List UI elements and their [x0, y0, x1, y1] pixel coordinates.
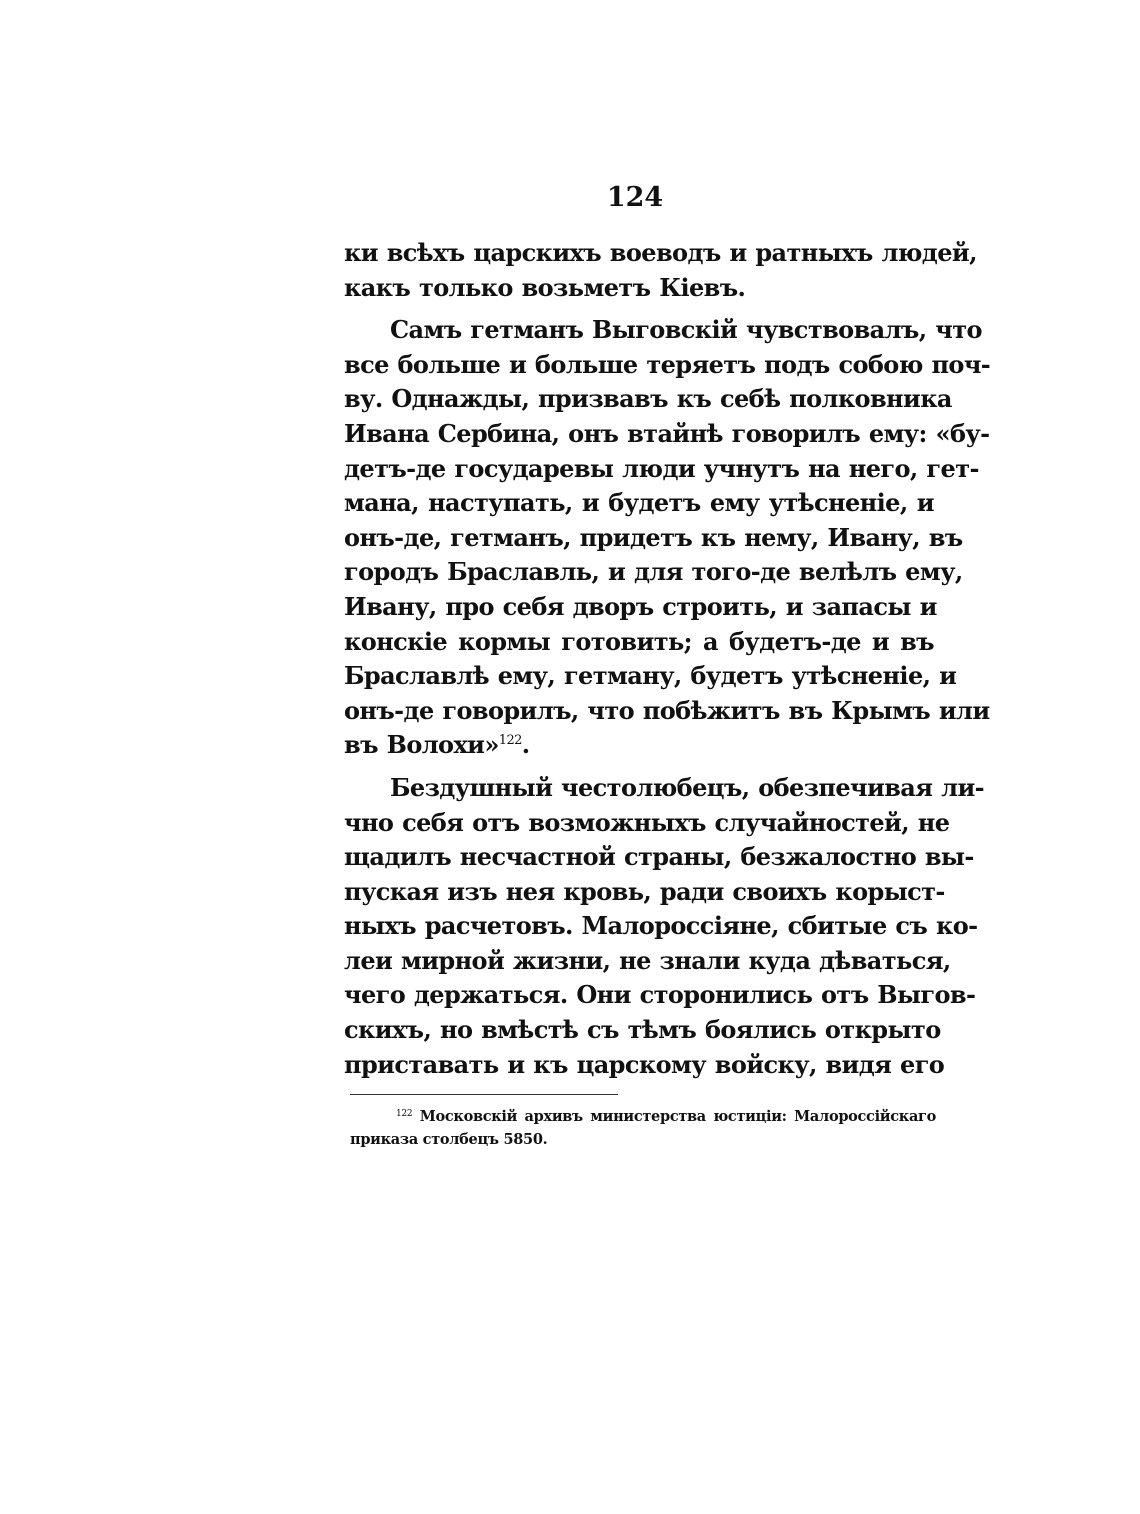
footnote-divider — [350, 1094, 618, 1095]
text-line: пуская изъ нея кровь, ради своихъ корыст- — [344, 876, 945, 906]
text-line: Браславлѣ ему, гетману, будетъ утѣсненіе, и — [344, 661, 957, 691]
page-number: 124 — [606, 182, 664, 213]
text-line: чно себя отъ возможныхъ случайностей, не — [344, 807, 950, 837]
text-line: Ивана Сербина, онъ втайнѣ говорилъ ему: «бу- — [344, 418, 990, 448]
text-line: ныхъ расчетовъ. Малороссіяне, сбитые съ ко- — [344, 911, 978, 941]
text-line-with-footnote-ref — [344, 728, 934, 763]
paragraph-start-line: Самъ гетманъ Выговскій чувствовалъ, что — [390, 315, 982, 345]
footnote-line — [350, 1105, 936, 1128]
text-line: скихъ, но вмѣстѣ съ тѣмъ боялись открыто — [344, 1015, 941, 1045]
text-line: конскіе кормы готовить; а будетъ-де и въ — [344, 626, 934, 656]
text-line-content: въ Волохи» — [344, 730, 499, 760]
footnote-line: приказа столбецъ 5850. — [350, 1131, 548, 1148]
text-line: мана, наступать, и будетъ ему утѣсненіе, и — [344, 488, 934, 518]
text-line: Ивану, про себя дворъ строить, и запасы и — [344, 591, 937, 621]
text-line: приставать и къ царскому войску, видя его — [344, 1049, 945, 1079]
text-line: чего держаться. Они сторонились отъ Выгов- — [344, 980, 976, 1010]
text-line: ки всѣхъ царскихъ воеводъ и ратныхъ людей, — [344, 238, 977, 267]
text-line: леи мирной жизни, не знали куда дѣваться, — [344, 945, 951, 975]
text-line: ву. Однажды, призвавъ къ себѣ полковника — [344, 384, 952, 414]
text-line: какъ только возьметъ Кіевъ. — [344, 272, 746, 302]
text-line: городъ Браславль, и для того-де велѣлъ ему, — [344, 557, 963, 587]
sentence-end: . — [521, 730, 530, 760]
paragraph-start-line: Бездушный честолюбецъ, обезпечивая ли- — [390, 772, 985, 802]
body-text — [344, 236, 991, 1082]
text-line: детъ-де государевы люди учнутъ на него, гет- — [344, 453, 979, 483]
footnote-number: 122 — [396, 1109, 413, 1119]
footnote-reference[interactable]: 122 — [498, 733, 522, 749]
footnote — [350, 1105, 936, 1151]
text-line: онъ-де, гетманъ, придетъ къ нему, Ивану, въ — [344, 522, 963, 552]
text-line: онъ-де говорилъ, что побѣжитъ въ Крымъ или — [344, 695, 990, 725]
text-line: все больше и больше теряетъ подъ собою поч- — [344, 349, 991, 379]
text-line: щадилъ несчастной страны, безжалостно вы- — [344, 842, 974, 872]
footnote-text: Московскій архивъ министерства юстиціи: Малороссійскаго — [419, 1108, 936, 1125]
